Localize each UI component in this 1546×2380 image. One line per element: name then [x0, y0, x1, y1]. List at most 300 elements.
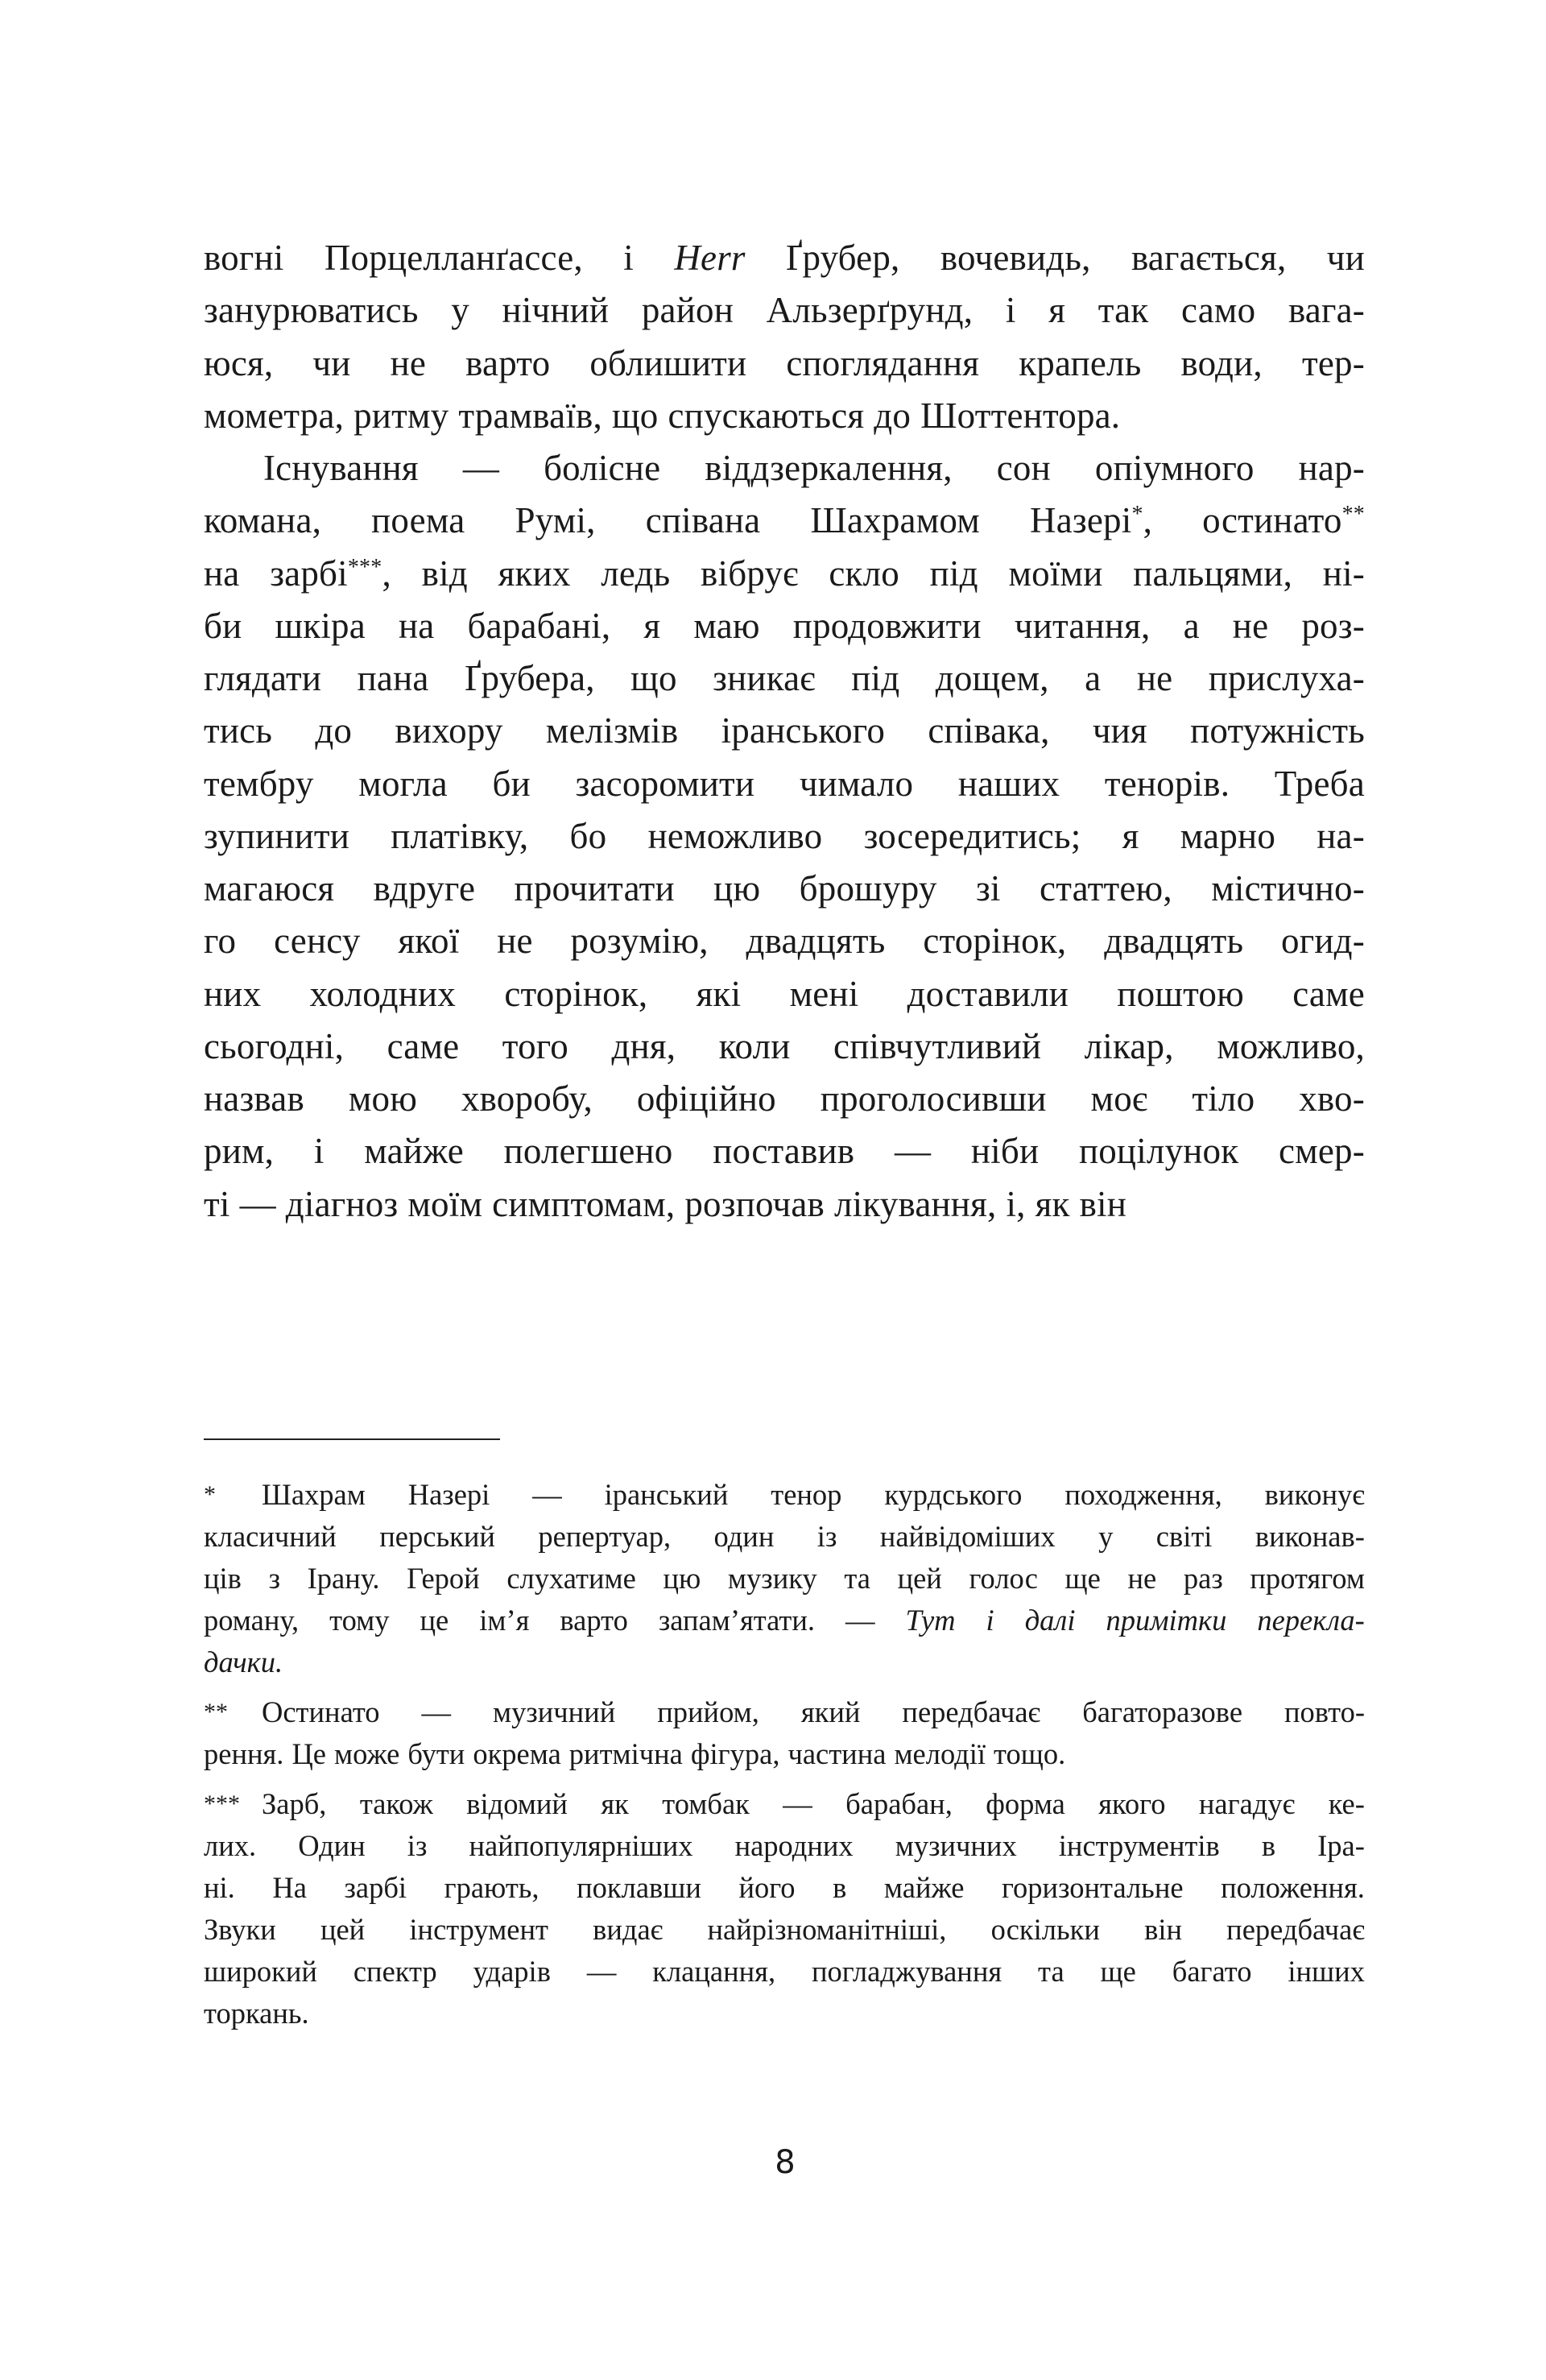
text-line [204, 495, 1365, 547]
word: зупинити [204, 815, 350, 856]
word: неможливо [647, 815, 823, 856]
text-line [204, 915, 1365, 967]
word: На [272, 1871, 307, 1904]
footnote-marker: ** [204, 1699, 228, 1725]
word: на [398, 605, 435, 646]
word: тому [329, 1604, 390, 1637]
word: слухатиме [506, 1562, 636, 1595]
word: протягом [1250, 1562, 1365, 1595]
word: занурюватись [204, 290, 419, 331]
word: голос [969, 1562, 1038, 1595]
word: брошуру [799, 868, 937, 909]
word: і [1005, 290, 1016, 331]
italic-word: примітки [1106, 1604, 1227, 1637]
footnotes [204, 1474, 1365, 2043]
word: музичний [493, 1695, 616, 1728]
word: них [204, 973, 262, 1014]
word: поштою [1117, 973, 1244, 1014]
word: а [1183, 605, 1200, 646]
word: виконав- [1255, 1520, 1365, 1553]
word: моє [1090, 1078, 1148, 1119]
word: вогні [204, 238, 284, 278]
word: Ґрубер, [786, 238, 900, 278]
word: сон [996, 448, 1051, 488]
word: під [929, 553, 978, 594]
word: вихору [395, 710, 503, 751]
word: відомий [466, 1787, 568, 1820]
word: — [586, 1955, 617, 1988]
word: не [1136, 658, 1173, 698]
word: платівку, [391, 815, 529, 856]
word: зарбі [344, 1871, 407, 1904]
text-line [204, 1020, 1365, 1073]
word: погладжування [811, 1955, 1002, 1988]
word: ледь [601, 553, 671, 594]
word: цей [897, 1562, 942, 1595]
word: Існування [263, 448, 419, 488]
word: марно [1180, 815, 1276, 856]
word: Зарб, [262, 1787, 327, 1820]
italic-word: і [986, 1604, 994, 1637]
word: на [204, 553, 240, 594]
word: моїми [1008, 553, 1103, 594]
word: із [407, 1829, 428, 1862]
word: ні- [1322, 553, 1365, 594]
word: це [420, 1604, 449, 1637]
word: Звуки [204, 1913, 276, 1946]
word: смер- [1279, 1131, 1365, 1172]
word: я [643, 605, 661, 646]
word: — [421, 1695, 452, 1728]
word: чия [1092, 710, 1147, 751]
text-line [204, 705, 1365, 757]
word: зосередитись; [863, 815, 1081, 856]
word: в [833, 1871, 847, 1904]
word: Ґрубера, [465, 658, 595, 698]
word: походження, [1064, 1478, 1222, 1511]
word: не [497, 921, 533, 962]
word: коли [718, 1025, 791, 1066]
word: мометра, [204, 395, 345, 436]
word: також [359, 1787, 433, 1820]
word: двадцять [1104, 921, 1244, 962]
word: Іра- [1317, 1829, 1365, 1862]
word: співана [645, 500, 761, 541]
word: Румі, [515, 500, 596, 541]
word: варто [465, 342, 551, 383]
word: музичних [895, 1829, 1017, 1862]
word: інструментів [1058, 1829, 1220, 1862]
word: тенорів. [1104, 763, 1230, 804]
footnote-reference[interactable]: ** [1341, 502, 1365, 528]
word: сторінок, [923, 921, 1067, 962]
word: ритмічна [568, 1737, 683, 1770]
word: перський [379, 1520, 495, 1553]
word: які [696, 973, 742, 1014]
word: а [1085, 658, 1102, 698]
word: лих. [204, 1829, 257, 1862]
word: тембру [204, 763, 314, 804]
word: дощем, [935, 658, 1049, 698]
word: симптомам, [492, 1183, 676, 1224]
footnote-line [204, 1825, 1365, 1867]
word: офіційно [636, 1078, 776, 1119]
word: частина [787, 1737, 887, 1770]
word: іранський [604, 1478, 729, 1511]
word: ті [204, 1183, 230, 1224]
footnote-line [204, 1783, 1365, 1825]
word: пальцями, [1133, 553, 1293, 594]
word: рим, [204, 1131, 275, 1172]
word: Порцелланґассе, [324, 238, 583, 278]
word: саме [1292, 973, 1365, 1014]
word: хворобу, [461, 1078, 593, 1119]
word: повто- [1284, 1695, 1365, 1728]
word: один [713, 1520, 775, 1553]
word: найпопулярніших [469, 1829, 693, 1862]
word: якого [1098, 1787, 1166, 1820]
word: та [844, 1562, 870, 1595]
word: скло [829, 553, 899, 594]
word: цю [713, 868, 761, 909]
word: — [845, 1604, 875, 1637]
word: він [1144, 1913, 1183, 1946]
word: цю [663, 1562, 701, 1595]
word: містично- [1211, 868, 1365, 909]
word: томбак [662, 1787, 750, 1820]
word: хво- [1299, 1078, 1365, 1119]
word: тись [204, 710, 273, 751]
word: пана [357, 658, 429, 698]
word: го [204, 921, 237, 962]
word: потужність [1190, 710, 1365, 751]
word: мелізмів [545, 710, 679, 751]
word: Шахрам [262, 1478, 366, 1511]
word: тенор [771, 1478, 842, 1511]
word: бо [569, 815, 607, 856]
word: крапель [1019, 342, 1142, 383]
word: так [1097, 290, 1149, 331]
footnote-line [204, 1558, 1365, 1600]
word: рення. [204, 1737, 284, 1770]
word: статтею, [1040, 868, 1172, 909]
text-line [204, 1073, 1365, 1125]
word: розумію, [570, 921, 709, 962]
word: багаторазове [1082, 1695, 1243, 1728]
word: багато [1172, 1955, 1252, 1988]
word: вочевидь, [940, 238, 1091, 278]
word: бути [407, 1737, 465, 1770]
word: наших [957, 763, 1060, 804]
word: у [1098, 1520, 1114, 1553]
word: не [1127, 1562, 1157, 1595]
word: нар- [1298, 448, 1365, 488]
word: він [1079, 1183, 1126, 1224]
footnote-reference[interactable]: * [1131, 502, 1143, 528]
word: трамваїв, [458, 395, 602, 436]
word: лікування, [834, 1183, 997, 1224]
word: ім’я [479, 1604, 530, 1637]
word: Ірану. [307, 1562, 380, 1595]
italic-word: далі [1024, 1604, 1076, 1637]
word: який [800, 1695, 861, 1728]
word: зарбі***, [270, 553, 391, 594]
word: під [851, 658, 900, 698]
word: комана, [204, 500, 322, 541]
word: ке- [1328, 1787, 1365, 1820]
text-line [204, 390, 1365, 442]
word: у [451, 290, 469, 331]
word: ще [1064, 1562, 1101, 1595]
word: курдського [884, 1478, 1023, 1511]
word: його [738, 1871, 796, 1904]
italic-word: Herr [674, 238, 746, 278]
word: — [532, 1478, 562, 1511]
word [674, 232, 745, 284]
word: полегшено [503, 1131, 673, 1172]
word: найрізноманітніші, [707, 1913, 947, 1946]
word: зникає [713, 658, 816, 698]
word: читання, [1014, 605, 1151, 646]
word: як [601, 1787, 629, 1820]
footnote [204, 1474, 1365, 1683]
word: положення. [1221, 1871, 1365, 1904]
word: нічний [502, 290, 610, 331]
word: поцілунок [1078, 1131, 1239, 1172]
text-line [204, 863, 1365, 915]
footnote-marker: * [204, 1481, 216, 1508]
word: води, [1180, 342, 1263, 383]
text-line [204, 968, 1365, 1020]
footnote-line [204, 1993, 1365, 2034]
word: двадцять [746, 921, 886, 962]
word: світі [1155, 1520, 1213, 1553]
word: найвідоміших [879, 1520, 1056, 1553]
word: Назері*, [1030, 500, 1153, 541]
word: із [816, 1520, 837, 1553]
text-line [204, 600, 1365, 652]
text-line [204, 652, 1365, 705]
word: ців [204, 1562, 242, 1595]
footnote-line [204, 1641, 1365, 1683]
footnote-separator-rule [204, 1438, 500, 1440]
text-line [204, 1125, 1365, 1178]
word: сенсу [274, 921, 361, 962]
word: чимало [799, 763, 914, 804]
word: тіло [1192, 1078, 1255, 1119]
word: варто [560, 1604, 628, 1637]
word: моїм [407, 1183, 483, 1224]
word: розпочав [684, 1183, 825, 1224]
footnote-reference[interactable]: *** [347, 554, 382, 580]
word: передбачає [1226, 1913, 1365, 1946]
word: народних [734, 1829, 854, 1862]
text-line [204, 548, 1365, 600]
word: прийом, [657, 1695, 759, 1728]
word: тощо. [994, 1737, 1066, 1770]
word: болісне [544, 448, 661, 488]
footnote-line [204, 1691, 1365, 1733]
word: що [630, 658, 677, 698]
word: майже [883, 1871, 965, 1904]
word: музику [727, 1562, 817, 1595]
word: би [204, 605, 242, 646]
word: грають, [444, 1871, 539, 1904]
word: як [1035, 1183, 1070, 1224]
word: споглядання [786, 342, 980, 383]
word: поклавши [577, 1871, 701, 1904]
word: Остинато [262, 1695, 380, 1728]
word: лікар, [1084, 1025, 1174, 1066]
word: окрема [473, 1737, 561, 1770]
word: назвав [204, 1078, 304, 1119]
word: репертуар, [538, 1520, 672, 1553]
word: не [1232, 605, 1269, 646]
word: чи [312, 342, 351, 383]
word: глядати [204, 658, 322, 698]
word: Це [291, 1737, 326, 1770]
word: до [315, 710, 353, 751]
word: роману, [204, 1604, 300, 1637]
word: якої [398, 921, 460, 962]
word: не [390, 342, 427, 383]
word: магаюся [204, 868, 335, 909]
word: поставив [713, 1131, 855, 1172]
word: ні. [204, 1871, 235, 1904]
word: — [239, 1183, 276, 1224]
footnote [204, 1783, 1365, 2034]
word: ніби [970, 1131, 1040, 1172]
word: би [492, 763, 531, 804]
word: від [421, 553, 468, 594]
word: може [334, 1737, 400, 1770]
word: огид- [1281, 921, 1365, 962]
italic-word: перекла- [1257, 1604, 1365, 1637]
word: торкань. [204, 1997, 309, 2030]
paragraph [204, 232, 1365, 442]
word: Шахрамом [810, 500, 980, 541]
word: Назері [407, 1478, 490, 1511]
word: шкіра [275, 605, 366, 646]
word: продовжити [792, 605, 982, 646]
word: саме [386, 1025, 460, 1066]
word: Шоттентора. [920, 395, 1121, 436]
word: і, [1006, 1183, 1026, 1224]
word: спектр [353, 1955, 437, 1988]
word: нагадує [1198, 1787, 1296, 1820]
text-line [204, 1178, 1365, 1231]
text-line [204, 810, 1365, 863]
italic-word: Тут [905, 1604, 956, 1637]
word: Треба [1274, 763, 1365, 804]
text-line [204, 284, 1365, 337]
word: дня, [611, 1025, 676, 1066]
word: цей [320, 1913, 366, 1946]
word: клацання, [652, 1955, 776, 1988]
word: Герой [407, 1562, 480, 1595]
word: — [894, 1131, 932, 1172]
word: само [1181, 290, 1256, 331]
word: того [502, 1025, 569, 1066]
word: Альзерґрунд, [766, 290, 973, 331]
word: з [268, 1562, 280, 1595]
footnote-line [204, 1909, 1365, 1951]
text-line [204, 232, 1365, 284]
word: форма [986, 1787, 1065, 1820]
footnote-marker: *** [204, 1790, 240, 1817]
word: і [313, 1131, 324, 1172]
word: і [623, 238, 634, 278]
word: поема [371, 500, 465, 541]
word: — [783, 1787, 812, 1820]
word: чи [1326, 238, 1365, 278]
word: барабані, [467, 605, 611, 646]
word: ще [1100, 1955, 1136, 1988]
word: інших [1288, 1955, 1365, 1988]
word: в [1261, 1829, 1276, 1862]
word: на- [1317, 815, 1365, 856]
word: вага- [1288, 290, 1365, 331]
word: район [641, 290, 734, 331]
word: співака, [928, 710, 1050, 751]
word: можливо, [1217, 1025, 1365, 1066]
word: мою [348, 1078, 418, 1119]
word: могла [358, 763, 448, 804]
word: видає [593, 1913, 663, 1946]
word: прочитати [514, 868, 675, 909]
word: фігура, [690, 1737, 780, 1770]
word: юся, [204, 342, 274, 383]
word: іранського [721, 710, 886, 751]
word: вдруге [373, 868, 476, 909]
word: горизонтальне [1001, 1871, 1184, 1904]
word: спускаються [668, 395, 865, 436]
word: передбачає [902, 1695, 1041, 1728]
text-line [204, 758, 1365, 810]
footnote [204, 1691, 1365, 1775]
word: тер- [1301, 342, 1365, 383]
word: віддзеркалення, [705, 448, 953, 488]
word: прислуха- [1208, 658, 1365, 698]
word: дачки. [204, 1645, 283, 1678]
footnote-line [204, 1600, 1365, 1641]
word: мелодії [894, 1737, 986, 1770]
word: ритму [353, 395, 449, 436]
paragraph [204, 442, 1365, 1231]
word: співчутливий [833, 1025, 1042, 1066]
footnote-line [204, 1867, 1365, 1909]
footnote-line [204, 1733, 1365, 1775]
word: — [462, 448, 500, 488]
word: вібрує [701, 553, 799, 594]
word: маю [693, 605, 760, 646]
word: опіумного [1094, 448, 1255, 488]
word: сторінок, [504, 973, 648, 1014]
word: класичний [204, 1520, 337, 1553]
word: до [874, 395, 911, 436]
footnote-line [204, 1951, 1365, 1993]
word: широкий [204, 1955, 317, 1988]
word: запам’ятати. [658, 1604, 816, 1637]
word: та [1038, 1955, 1064, 1988]
word: інструмент [409, 1913, 548, 1946]
body-text [204, 232, 1365, 1231]
word: ударів [473, 1955, 551, 1988]
word: барабан, [845, 1787, 953, 1820]
word: засоромити [575, 763, 755, 804]
word: проголосивши [820, 1078, 1047, 1119]
word: мені [789, 973, 859, 1014]
